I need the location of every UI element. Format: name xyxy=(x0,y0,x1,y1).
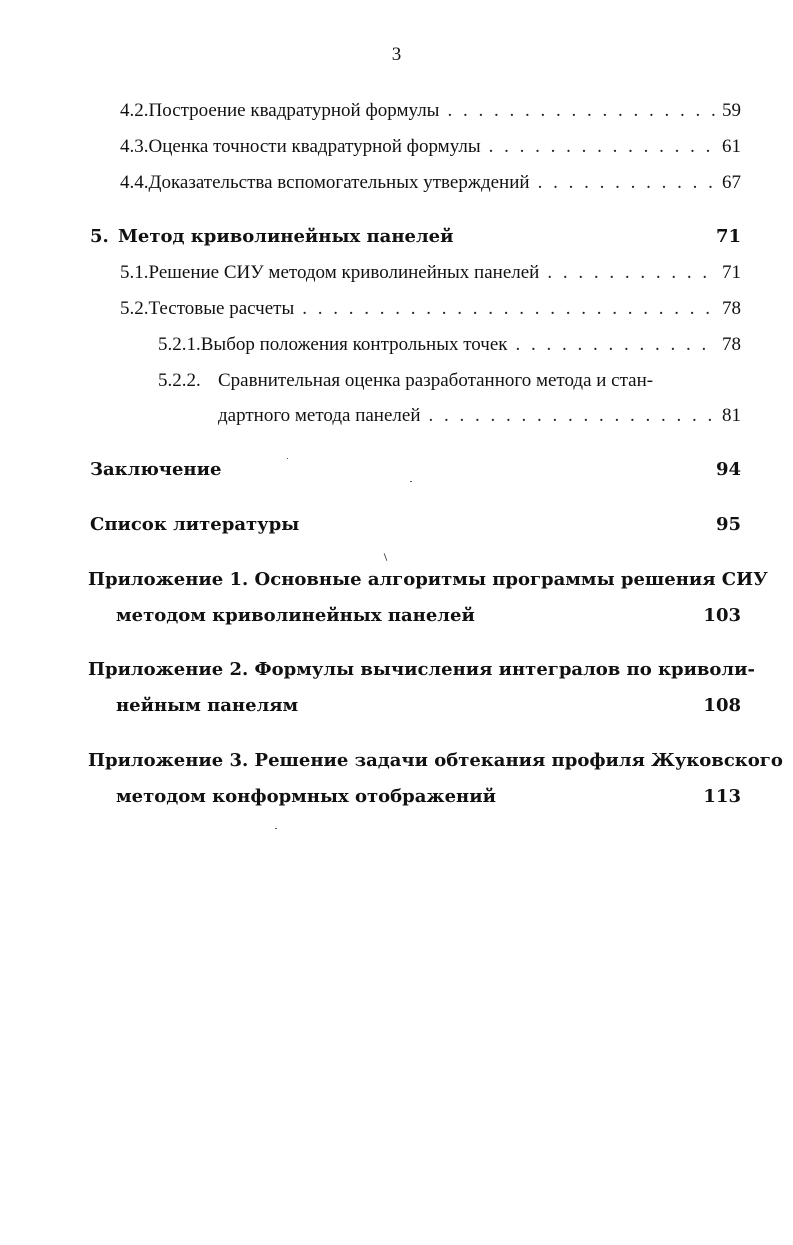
page-ref: 94 xyxy=(715,459,741,480)
scan-speck xyxy=(410,481,412,482)
toc-appendix-2-line1[interactable] xyxy=(88,659,755,680)
conclusion-title: Заключение xyxy=(90,459,222,480)
toc-entry-5-2-1[interactable] xyxy=(158,334,741,356)
toc-entry-4-3[interactable] xyxy=(120,136,741,158)
leader-dots xyxy=(429,405,717,427)
references-title: Список литературы xyxy=(90,514,300,535)
section-number: 4.4. xyxy=(120,172,149,193)
leader-dots xyxy=(538,172,716,194)
toc-entry-5-2[interactable] xyxy=(120,298,741,320)
page-ref: 108 xyxy=(703,695,741,716)
section-title-line2: дартного метода панелей xyxy=(218,405,421,426)
page-ref: 95 xyxy=(715,514,741,535)
section-number: 5.2.1. xyxy=(158,334,201,355)
page-ref: 67 xyxy=(722,172,741,193)
page-ref: 71 xyxy=(722,262,741,283)
chapter-heading xyxy=(90,226,453,247)
toc-appendix-2-line2[interactable] xyxy=(116,695,741,716)
section-number: 5.2. xyxy=(120,298,149,319)
toc-entry-5-1[interactable] xyxy=(120,262,741,284)
page-ref: 78 xyxy=(722,334,741,355)
section-number: 4.3. xyxy=(120,136,149,157)
toc-entry-4-2[interactable] xyxy=(120,100,741,122)
appendix-title-line1: Приложение 1. Основные алгоритмы программы решения СИУ xyxy=(88,569,768,590)
toc-appendix-3-line1[interactable] xyxy=(88,750,783,771)
appendix-title-line1: Приложение 3. Решение задачи обтекания профиля Жуковского xyxy=(88,750,783,771)
appendix-title-line1: Приложение 2. Формулы вычисления интегралов по криволи- xyxy=(88,659,755,680)
section-title: Решение СИУ методом криволинейных панелей xyxy=(148,262,540,283)
page-ref: 78 xyxy=(722,298,741,319)
section-number: 5.1. xyxy=(120,262,149,283)
scan-speck xyxy=(275,828,277,829)
page-ref: 103 xyxy=(703,605,741,626)
page-ref: 71 xyxy=(715,226,741,247)
scan-speck xyxy=(384,553,388,561)
page-ref: 59 xyxy=(722,100,741,121)
section-title: Построение квадратурной формулы xyxy=(148,100,440,121)
toc-entry-4-4[interactable] xyxy=(120,172,741,194)
toc-entry-5-2-2-line1[interactable] xyxy=(158,370,653,392)
section-title: Оценка точности квадратурной формулы xyxy=(148,136,481,157)
leader-dots xyxy=(489,136,716,158)
page-ref: 81 xyxy=(722,405,741,426)
section-title: Доказательства вспомогательных утверждений xyxy=(148,172,530,193)
section-number: 4.2. xyxy=(120,100,149,121)
toc-entry-5-2-2-line2[interactable] xyxy=(218,405,741,427)
toc-appendix-1-line2[interactable] xyxy=(116,605,741,626)
appendix-title-line2: нейным панелям xyxy=(116,695,299,716)
page-number: 3 xyxy=(391,44,402,65)
section-title: Тестовые расчеты xyxy=(148,298,295,319)
toc-conclusion[interactable] xyxy=(90,459,741,480)
toc-chapter-5[interactable] xyxy=(90,226,741,247)
page-ref: 113 xyxy=(703,786,741,807)
leader-dots xyxy=(447,100,716,122)
scan-speck xyxy=(287,458,288,459)
leader-dots xyxy=(547,262,716,284)
appendix-title-line2: методом криволинейных панелей xyxy=(116,605,475,626)
toc-appendix-3-line2[interactable] xyxy=(116,786,741,807)
chapter-number: 5. xyxy=(90,226,109,247)
toc-references[interactable] xyxy=(90,514,741,535)
chapter-title: Метод криволинейных панелей xyxy=(118,226,454,247)
page-ref: 61 xyxy=(722,136,741,157)
leader-dots xyxy=(302,298,716,320)
toc-appendix-1-line1[interactable] xyxy=(88,569,768,590)
section-number: 5.2.2. xyxy=(158,370,201,391)
section-title-line1: Сравнительная оценка разработанного метода и стан- xyxy=(218,370,654,391)
section-title: Выбор положения контрольных точек xyxy=(200,334,508,355)
appendix-title-line2: методом конформных отображений xyxy=(116,786,496,807)
leader-dots xyxy=(516,334,717,356)
